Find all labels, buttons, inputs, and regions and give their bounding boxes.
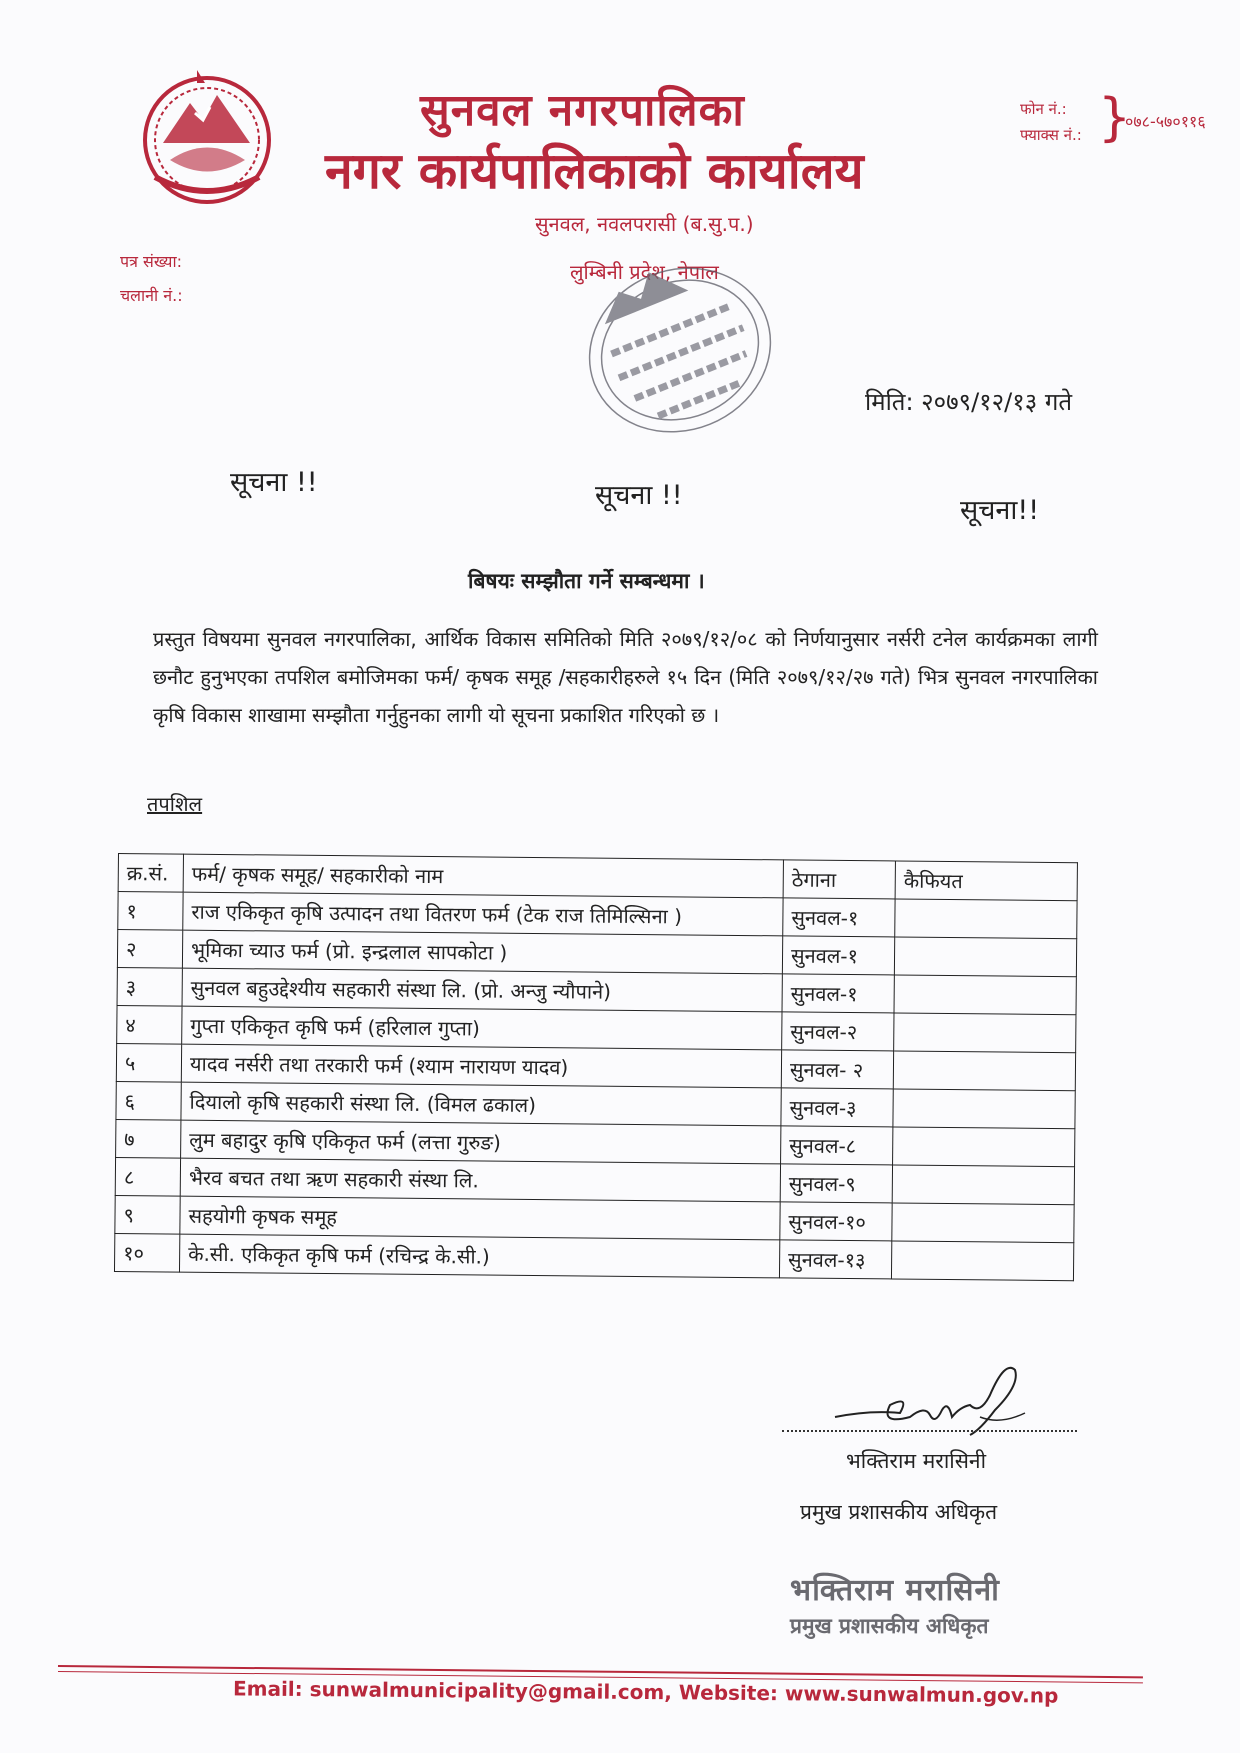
cell-address: सुनवल-१ [782, 936, 894, 975]
cell-address: सुनवल-२ [782, 1012, 894, 1051]
col-remarks: कैफियत [895, 861, 1077, 901]
cell-name: सहयोगी कृषक समूह [180, 1196, 780, 1240]
cell-name: के.सी. एकिकृत कृषि फर्म (रचिन्द्र के.सी.) [179, 1234, 779, 1278]
col-serial: क्र.सं. [118, 854, 183, 893]
cell-address: सुनवल-३ [781, 1088, 893, 1127]
office-name: नगर कार्यपालिकाको कार्यालय [325, 142, 864, 200]
cell-name: लुम बहादुर कृषि एकिकृत फर्म (लत्ता गुरुङ) [181, 1120, 781, 1164]
cell-serial: ७ [116, 1119, 181, 1158]
cell-remarks [892, 1165, 1074, 1205]
subject-line: बिषयः सम्झौता गर्ने सम्बन्धमा । [468, 569, 705, 593]
phone-number: ०७८-५७०११६ [1125, 112, 1206, 131]
cell-serial: ४ [117, 1005, 182, 1044]
cell-remarks [893, 1089, 1075, 1129]
org-name: सुनवल नगरपालिका [420, 85, 745, 136]
cell-remarks [893, 1127, 1075, 1167]
contact-brace: } [1098, 88, 1132, 148]
col-address: ठेगाना [783, 860, 895, 899]
cell-remarks [891, 1241, 1073, 1281]
cell-serial: २ [117, 930, 182, 969]
cell-name: राज एकिकृत कृषि उत्पादन तथा वितरण फर्म (टेक राज तिमिल्सिना ) [183, 892, 783, 936]
notice-heading-1: सूचना !! [230, 467, 318, 498]
cell-serial: ६ [116, 1081, 181, 1120]
name-stamp: भक्तिराम मरासिनी [790, 1573, 1000, 1608]
cell-serial: ५ [116, 1043, 181, 1082]
cell-address: सुनवल-१३ [779, 1240, 891, 1279]
cell-address: सुनवल-१ [782, 974, 894, 1013]
beneficiary-table [114, 853, 1078, 1281]
cell-remarks [894, 1013, 1076, 1053]
col-name: फर्म/ कृषक समूह/ सहकारीको नाम [183, 854, 783, 898]
cell-name: यादव नर्सरी तथा तरकारी फर्म (श्याम नारायण यादव) [181, 1044, 781, 1088]
cell-serial: १० [114, 1233, 179, 1272]
signature-line [782, 1430, 1077, 1432]
cell-name: गुप्ता एकिकृत कृषि फर्म (हरिलाल गुप्ता) [182, 1006, 782, 1050]
notice-heading-3: सूचना!! [960, 495, 1040, 526]
province-line: लुम्बिनी प्रदेश, नेपाल [570, 260, 719, 284]
table-row [114, 1233, 1073, 1280]
cell-address: सुनवल-८ [781, 1126, 893, 1165]
cell-address: सुनवल-९ [780, 1164, 892, 1203]
cell-remarks [893, 1051, 1075, 1091]
cell-remarks [894, 937, 1076, 977]
footer-contact: Email: sunwalmunicipality@gmail.com, Website: www.sunwalmun.gov.np [232, 1676, 1059, 1708]
cell-remarks [894, 975, 1076, 1015]
cell-serial: ९ [115, 1195, 180, 1234]
cell-address: सुनवल-१० [780, 1202, 892, 1241]
phone-label: फोन नं.: [1020, 100, 1067, 118]
reference-labels [120, 245, 183, 313]
title-stamp: प्रमुख प्रशासकीय अधिकृत [790, 1614, 989, 1638]
signatory-title: प्रमुख प्रशासकीय अधिकृत [800, 1500, 998, 1524]
cell-name: भैरव बचत तथा ऋण सहकारी संस्था लि. [180, 1158, 780, 1202]
address-line: सुनवल, नवलपरासी (ब.सु.प.) [535, 212, 754, 236]
cell-name: दियालो कृषि सहकारी संस्था लि. (विमल ढकाल) [181, 1082, 781, 1126]
cell-remarks [895, 899, 1077, 939]
notice-date: मिति: २०७९/१२/१३ गते [865, 388, 1073, 416]
office-round-stamp [575, 258, 785, 443]
details-section-title: तपशिल [147, 792, 203, 816]
cell-serial: ३ [117, 967, 182, 1006]
cell-name: भूमिका च्याउ फर्म (प्रो. इन्द्रलाल सापकोटा ) [182, 930, 782, 974]
dispatch-number-label: चलानी नं.: [120, 286, 183, 305]
cell-serial: १ [118, 892, 183, 931]
cell-address: सुनवल-१ [783, 898, 895, 937]
fax-label: फ्याक्स नं.: [1020, 126, 1082, 144]
nepal-emblem-logo [135, 65, 280, 210]
notice-heading-2: सूचना !! [595, 480, 683, 511]
notice-body: प्रस्तुत विषयमा सुनवल नगरपालिका, आर्थिक विकास समितिको मिति २०७९/१२/०८ को निर्णयानुसार नर्सरी टनेल कार्यक्रमका लागी छनौट हुनुभएका तपशिल बमोजिमका फर्म/ कृषक समूह /सहकारीहरुले १५ दिन (मिति २०७९/१२/२७ गते) भित्र सुनवल नगरपालिका कृषि विकास शाखामा सम्झौता गर्नुहुनका लागी यो सूचना प्रकाशित गरिएको छ । [153, 627, 1098, 727]
signatory-name: भक्तिराम मरासिनी [846, 1449, 987, 1473]
cell-remarks [892, 1203, 1074, 1243]
cell-name: सुनवल बहुउद्देश्यीय सहकारी संस्था लि. (प्रो. अन्जु न्यौपाने) [182, 968, 782, 1012]
contact-labels [1020, 96, 1082, 148]
cell-address: सुनवल- २ [781, 1050, 893, 1089]
letter-number-label: पत्र संख्या: [120, 252, 182, 271]
cell-serial: ८ [115, 1157, 180, 1196]
